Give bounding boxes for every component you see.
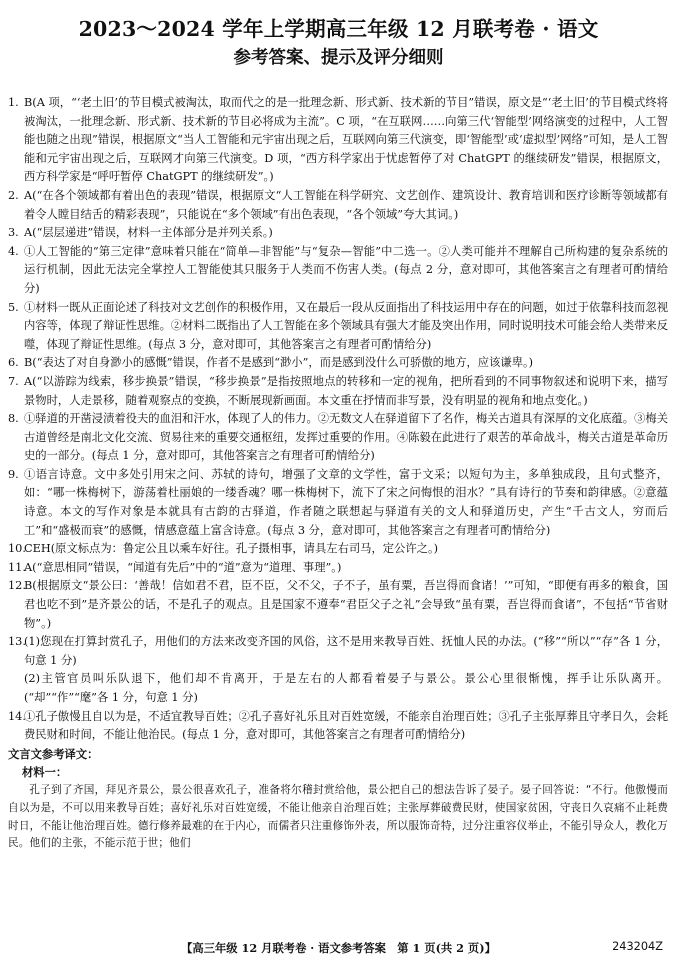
answer-item-3 (8, 224, 668, 243)
item-number: 13. (8, 635, 26, 649)
answer-item-10 (8, 540, 668, 559)
translation-heading: 文言文参考译文： (8, 746, 99, 761)
answer-item-14 (8, 708, 668, 745)
page-title: 2023～2024 学年上学期高三年级 12 月联考卷 · 语文 (78, 17, 599, 41)
answer-item-13 (8, 633, 668, 707)
item-text: ①孔子傲慢且自以为是，不适宜教导百姓；②孔子喜好礼乐且对百姓宽缓，不能亲自治理百姓；③孔子主张厚葬且守孝日久，会耗费民财和时间，不能让他治民。(每点 1 分，意对即可，其他答案言之有理者可酌情给分) (24, 709, 668, 742)
answer-item-1 (8, 94, 668, 187)
item-text: ①语言诗意。文中多处引用宋之问、苏轼的诗句，增强了文章的文学性，富于文采；以短句为主，多单独成段，且句式整齐，如：“哪一株梅树下，游荡着杜丽娘的一缕香魂？哪一株梅树下，流下了宋之问悔恨的泪水？”具有诗行的节奏和韵律感。②意蕴诗意。本文的写作对象是本就具有古韵的古驿道，作者随之联想起与驿道有关的文人和驿道历史，产生“千古文人，穷而后工”和“盛极而衰”的感慨，情感意蕴上富含诗意。(每点 3 分，意对即可，其他答案言之有理者可酌情给分) (24, 467, 668, 537)
item-number: 5. (8, 300, 19, 314)
item-text: ①驿道的开凿浸渍着役夫的血泪和汗水，体现了人的伟力。②无数文人在驿道留下了名作，梅关古道具有深厚的文化底蕴。③梅关古道曾经是南北文化交流、贸易往来的重要交通枢纽，发挥过重要的作用。④陈毅在此进行了艰苦的革命战斗，梅关古道是革命历史的一部分。(每点 1 分，意对即可，其他答案言之有理者可酌情给分) (24, 412, 668, 463)
item-number: 3. (8, 226, 19, 240)
page-footer (0, 940, 677, 960)
item-text: (1)您现在打算封赏孔子，用他们的方法来改变齐国的风俗，这不是用来教导百姓、抚恤人民的办法。(“移”“所以”“存”各 1 分，句意 1 分) (24, 635, 668, 667)
item-text: B(根据原文“景公曰：‘善哉！信如君不君，臣不臣，父不父，子不子，虽有粟，吾岂得而食诸！’”可知，“即便有再多的粮食，国君也吃不到”是齐景公的话，不是孔子的观点。且是国家不遵奉“君臣父子之礼”会导致“虽有粟，吾岂得而食诸”，不包括“节省财物”。) (24, 579, 668, 630)
item-text: ①材料一既从正面论述了科技对文艺创作的积极作用，又在最后一段从反面指出了科技运用中存在的问题，如过于依靠科技而忽视内容等，体现了辩证性思维。②材料二既指出了人工智能在多个领域具有强大才能及突出作用，同时说明技术可能会给人类带来反噬，体现了辩证性思维。(每点 3 分，意对即可，其他答案言之有理者可酌情给分) (24, 300, 668, 351)
material-label: 材料一： (22, 765, 68, 780)
answer-item-7 (8, 373, 668, 410)
item-number: 8. (8, 412, 19, 426)
answer-list (8, 94, 668, 850)
item-number: 11. (8, 560, 26, 574)
item-number: 12. (8, 579, 26, 593)
translation-text: 孔子到了齐国，拜见齐景公，景公很喜欢孔子，准备将尔稽封赏给他，景公把自己的想法告诉了晏子。晏子回答说：“不行。他傲慢而自以为是，不可以用来教导百姓；喜好礼乐对百姓宽缓，不能让他亲自治理百姓；主张厚葬破费民财，使国家贫困，守丧日久哀痛不止耗费时日，不能让他治理百姓。德行修养最难的在于内心，而儒者只注重修饰外表，所以服饰奇特，过分注重容仪举止，不能引导众人，教化万民。他们的主张，不能示范于世；他们 (8, 783, 668, 850)
item-text: ①人工智能的“第三定律”意味着只能在“简单—非智能”与“复杂—智能”中二选一。②人类可能并不理解自己所构建的复杂系统的运行机制，因此无法完全掌控人工智能使其只服务于人类而不伤害人类。(每点 2 分，意对即可，其他答案言之有理者可酌情给分) (24, 244, 668, 295)
item-text: B(A 项，“‘老土旧’的节目模式被淘汰，取而代之的是一批理念新、形式新、技术新的节目”错误，原文是“‘老土旧’的节目模式终将被淘汰，一批理念新、形式新、技术新的节目必将成为主流”。C 项，“在互联网……向第三代‘智能型’网络演变的过程中，人工智能也随之出现”错误，根据原文“当人工智能和元宇宙出现之后，互联网向第三代演变，即‘智能型’或‘虚拟型’网络”可知，是人工智能和元宇宙出现之后，互联网才向第三代演变。D 项，“西方科学家出于忧虑暂停了对 ChatGPT 的继续研发”错误，根据原文，西方科学家是“呼吁暂停 ChatGPT 的继续研发”。) (24, 96, 668, 184)
footer-page-info: 【高三年级 12 月联考卷 · 语文参考答案 第 1 页(共 2 页)】 (181, 941, 496, 955)
answer-item-8 (8, 410, 668, 466)
item-text: CEH(原文标点为：鲁定公且以乘车好往。孔子摄相事，请具左右司马，定公许之。) (24, 542, 439, 556)
item-number: 1. (8, 96, 19, 109)
item-text: A(“在各个领域都有着出色的表现”错误，根据原文“人工智能在科学研究、文艺创作、建筑设计、教育培训和医疗诊断等领域都有着令人瞠目结舌的精彩表现”，只能说在“多个领域”有出色表现，“各个领域”夸大其词。) (24, 188, 668, 221)
item-number: 9. (8, 467, 19, 481)
answer-item-9 (8, 466, 668, 540)
item-number: 14. (8, 709, 26, 723)
answer-item-4 (8, 243, 668, 299)
answer-item-12 (8, 577, 668, 633)
item-number: 6. (8, 356, 19, 370)
item-text: A(“意思相同”错误，“闻道有先后”中的“道”意为“道理、事理”。) (24, 560, 342, 574)
item-number: 7. (8, 374, 19, 388)
answer-item-6 (8, 354, 668, 373)
item-number: 4. (8, 244, 19, 258)
footer-code: 24320​4Z (612, 940, 663, 953)
answer-item-2 (8, 187, 668, 224)
page-subtitle: 参考答案、提示及评分细则 (233, 48, 444, 68)
item-number: 2. (8, 188, 19, 202)
item-text: A(“以游踪为线索，移步换景”错误，“移步换景”是指按照地点的转移和一定的视角，把所看到的不同事物叙述和说明下来，描写景物时，人走景移，随着观察点的变换，不断展现新画面。本文重在抒情而非写景，没有明显的视角和地点变化。) (24, 374, 668, 407)
answer-item-11 (8, 559, 668, 578)
item-number: 10. (8, 542, 26, 556)
item-subtext: (2)主管官员叫乐队退下，他们却不肯离开，于是左右的人都看着晏子与景公。景公心里很惭愧，挥手让乐队离开。(“却”“作”“麾”各 1 分，句意 1 分) (24, 672, 668, 704)
item-text: B(“表达了对自身渺小的感慨”错误，作者不是感到“渺小”，而是感到没什么可骄傲的地方，应该谦卑。) (24, 356, 534, 370)
item-text: A(“层层递进”错误，材料一主体部分是并列关系。) (24, 226, 273, 240)
answer-item-5 (8, 299, 668, 355)
